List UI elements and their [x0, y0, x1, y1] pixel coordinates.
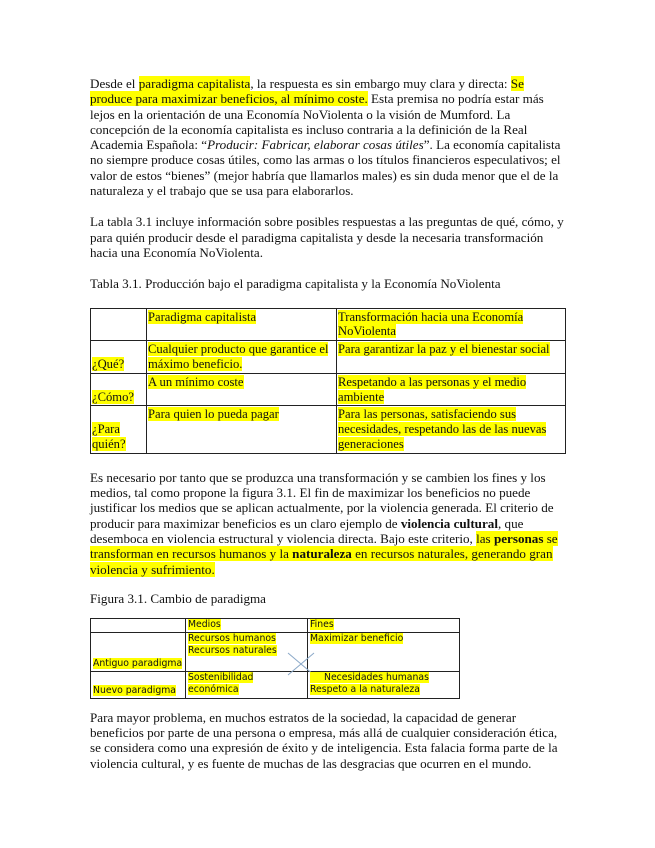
text-span: se transforman en recursos humanos y la [90, 530, 558, 562]
figure-row-label [91, 671, 186, 698]
row-capitalista [147, 373, 337, 406]
table-row [91, 406, 566, 453]
row-noviolenta [337, 341, 566, 374]
figure-header-medios [186, 619, 308, 633]
highlight-span: Recursos humanos [188, 632, 276, 644]
highlight-span: Maximizar beneficio [310, 632, 404, 644]
highlight-span: Respetando a las personas y el medio ambiente [338, 374, 527, 404]
figure-row [91, 671, 460, 698]
text-span: Desde el [90, 76, 139, 91]
table-header-blank [91, 308, 147, 341]
highlight-span: Se produce para maximizar beneficios, al mínimo coste. [90, 76, 524, 107]
row-noviolenta [337, 373, 566, 406]
row-capitalista [147, 341, 337, 374]
figure-caption: Figura 3.1. Cambio de paradigma [90, 590, 266, 606]
figure-row [91, 632, 460, 671]
table-header-row [91, 308, 566, 341]
figure-header-blank [91, 619, 186, 633]
row-question [91, 373, 147, 406]
highlight-span: Transformación hacia una Economía NoViolenta [338, 309, 524, 339]
bold-term: violencia cultural [400, 515, 498, 531]
bold-term: personas [493, 530, 544, 546]
table-header-noviolenta [337, 308, 566, 341]
text-span: las [476, 530, 494, 546]
production-table [90, 308, 566, 454]
highlight-span: ¿Qué? [92, 356, 125, 371]
figure-header-fines [308, 619, 460, 633]
figure-fines-cell [308, 671, 460, 698]
highlight-span: Para las personas, satisfaciendo sus necesidades, respetando las de las nuevas generaciones [338, 407, 547, 451]
highlight-span: Paradigma capitalista [148, 309, 257, 324]
highlight-span: Fines [310, 619, 334, 631]
table-row [91, 341, 566, 374]
text-span: , la respuesta es sin embargo muy clara y directa: [250, 76, 511, 91]
paragraph-capitalist-answer [90, 76, 568, 198]
highlight-span: ¿Para quién? [92, 422, 126, 451]
highlight-span: Antiguo paradigma [93, 658, 183, 670]
highlight-span: Respeto a la naturaleza [310, 684, 420, 696]
highlight-span: A un mínimo coste [148, 374, 244, 389]
figure-header-row [91, 619, 460, 633]
highlight-span: Recursos naturales [188, 645, 277, 657]
row-capitalista [147, 406, 337, 453]
highlight-span: Medios [188, 619, 221, 631]
paragraph-table-intro: La tabla 3.1 incluye información sobre posibles respuestas a las preguntas de qué, cómo, y para quién producir desde el paradigma capitalista y desde la necesaria transformación hacia una Economía NoViolenta. [90, 214, 564, 260]
table-caption: Tabla 3.1. Producción bajo el paradigma capitalista y la Economía NoViolenta [90, 276, 501, 292]
highlight-span: Para quien lo pueda pagar [148, 407, 279, 422]
highlight-span: paradigma capitalista [138, 76, 251, 91]
figure-row-label [91, 632, 186, 671]
highlight-span: Cualquier producto que garantice el máximo beneficio. [148, 342, 329, 371]
paragraph-transformation [90, 470, 568, 577]
text-span: ”. La economía capitalista no siempre produce cosas útiles, como las armas o los títulos financieros especulativos; el valor de estos “bienes” (mejor habría que llamarlos males) es sin duda menor que el de la naturaleza y el trabajo que se usa para elaborarlos. [90, 137, 561, 199]
highlight-span: Nuevo paradigma [93, 685, 176, 697]
rae-quote: Producir: Fabricar, elaborar cosas útiles [207, 137, 424, 153]
figure-fines-cell [308, 632, 460, 671]
table-header-capitalista [147, 308, 337, 341]
text-span: Es necesario por tanto que se produzca una transformación y se cambien los fines y los medios, tal como propone la figura 3.1. El fin de maximizar los beneficios no puede justificar los medios que se aplican actualmente, por la violencia generada. El criterio de producir para maximizar beneficios es un claro ejemplo de [90, 469, 554, 531]
figure-medios-cell [186, 671, 308, 698]
bold-term: naturaleza [292, 546, 352, 562]
paragraph-cultural-violence: Para mayor problema, en muchos estratos de la sociedad, la capacidad de generar beneficios por parte de una persona o empresa, más allá de cualquier consideración ética, se considera como una expresión de éxito y de inteligencia. Esta falacia forma parte de la violencia cultural, y es fuente de muchas de las desgracias que ocurren en el mundo. [90, 709, 558, 771]
row-question [91, 406, 147, 453]
document-page [90, 76, 568, 771]
row-question [91, 341, 147, 374]
highlight-span: Sostenibilidad económica [188, 671, 254, 696]
highlight-span: ¿Cómo? [92, 389, 134, 404]
highlight-span: Para garantizar la paz y el bienestar social [338, 342, 550, 357]
highlight-span: Necesidades humanas [310, 672, 429, 683]
text-span: Esta premisa no podría estar más lejos en la orientación de una Economía NoViolenta o la visión de Mumford. La concepción de la economía capitalista es incluso contraria a la definición de la Real Academia Española: “ [90, 91, 544, 153]
text-span: en recursos naturales, generando gran violencia y sufrimiento. [90, 546, 553, 577]
row-noviolenta [337, 406, 566, 453]
text-span: , que desemboca en violencia estructural y violencia directa. Bajo este criterio, [90, 515, 524, 546]
table-row [91, 373, 566, 406]
paradigm-figure-table [90, 618, 460, 699]
